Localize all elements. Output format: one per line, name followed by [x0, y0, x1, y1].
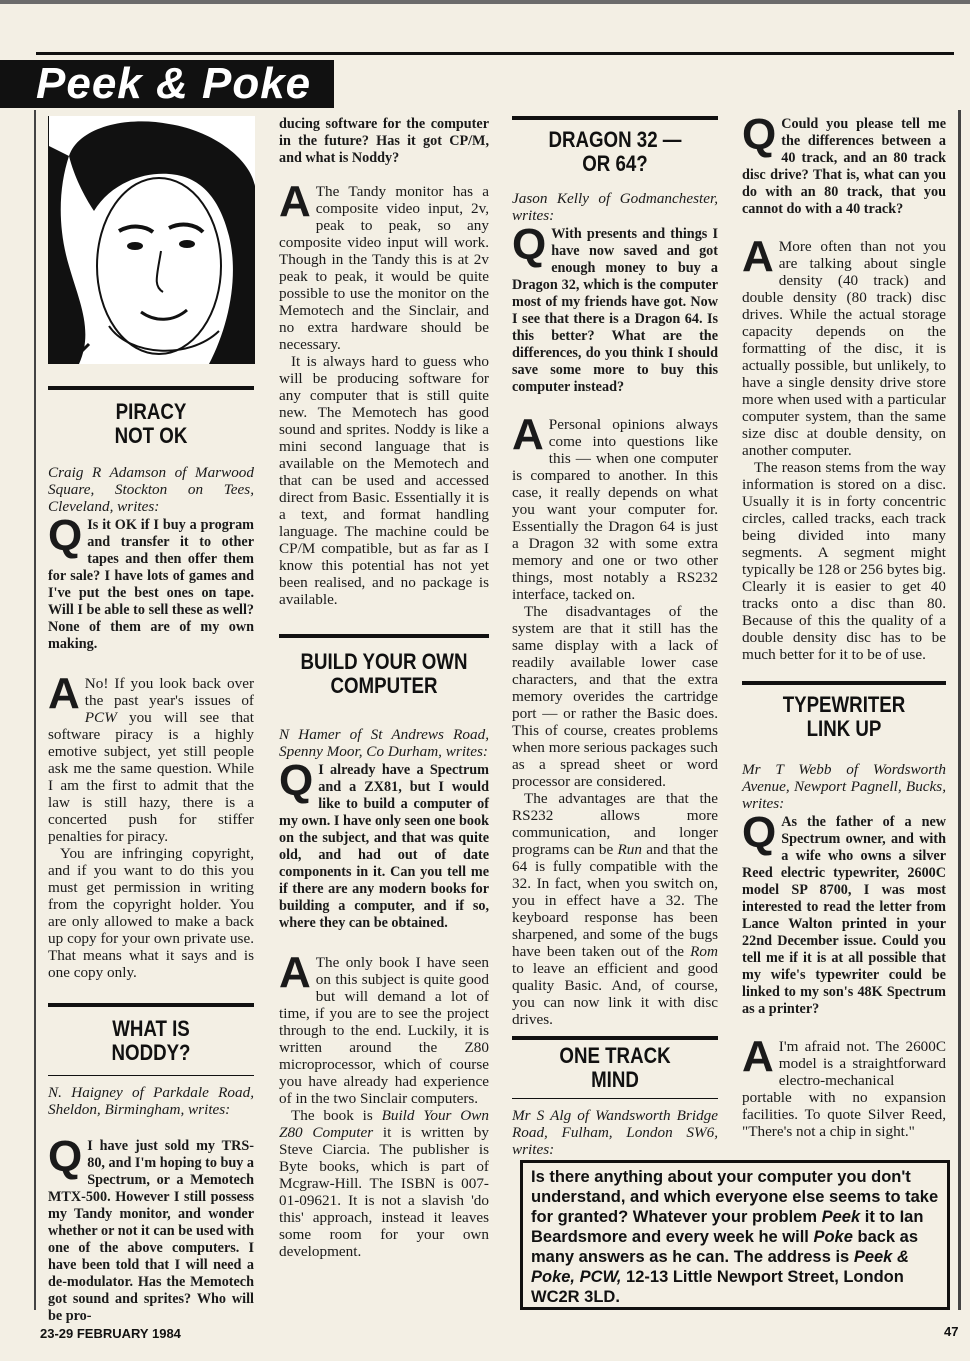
issue-date: 23-29 FEBRUARY 1984 — [40, 1326, 181, 1341]
heading-line-1: ONE TRACK — [559, 1043, 671, 1068]
answer-emphasis: Rom — [690, 943, 718, 960]
question — [48, 1132, 254, 1325]
answer-paragraph — [279, 1107, 489, 1260]
contact-notice-box — [520, 1160, 950, 1310]
answer-text: to leave an efficient and good quality Basic. And, of course, you can now link it with disc drives. — [512, 960, 718, 1028]
heading-line-1: WHAT IS — [112, 1016, 190, 1041]
notice-text: back as many answers as he can. The address is — [531, 1228, 919, 1266]
heading-onetrack — [527, 1044, 702, 1092]
answer-text: No! If you look back over the past year's issues of — [84, 675, 254, 709]
answer-text: Personal opinions always come into questions like this — when one computer is compared to another. In this case, it really depends on what you want your computer for. Essentially the Dragon 64 is just a Dragon 32 with some extra memory and one or two other things, most notably a RS232 interface, tacked on. — [512, 416, 718, 603]
drop-cap-q: Q — [48, 1132, 83, 1181]
byline: Craig R Adamson of Marwood Square, Stockton on Tees, Cleveland, writes: — [48, 464, 254, 515]
notice-address: Peek & Poke, PCW, — [531, 1248, 909, 1286]
section-rule — [279, 634, 489, 638]
author-photo — [48, 116, 255, 364]
heading-line-1: PIRACY — [115, 399, 187, 424]
right-page-edge — [958, 110, 961, 1310]
question-text: Is it OK if I buy a program and transfer it to other tapes and then offer them for sale? I have lots of games and I've put the best ones on tape. Will I be able to sell these as well? None of them are of my own making. — [48, 517, 254, 652]
question-text: As the father of a new Spectrum owner, and with a wife who owns a silver Reed electric typewriter, 2600C model SP 8700, I was most interested to read the letter from Lance Walton printed in your 22nd December issue. Could you tell me if it is at all possible that my wife's typewriter could be linked to my son's 48K Spectrum as a printer? — [742, 814, 946, 1017]
section-rule — [512, 116, 718, 120]
notice-emphasis: Peek — [821, 1208, 861, 1226]
answer-paragraph: You are infringing copyright, and if you want to do this you must get permission in writing from the copyright holder. You are only allowed to make a back up copy for your own private use. That means what it says and is one copy only. — [48, 845, 254, 981]
question-continued: ducing software for the computer in the future? Has it got CP/M, and what is Noddy? — [279, 116, 489, 166]
question-text: I have just sold my TRS-80, and I'm hoping to buy a Spectrum, or a Memotech MTX-500. However I still possess my Tandy monitor, and wonder whether or not it can be used with one of the above computers. I have been told that I will need a de-modulator. Has the Memotech got sound and sprites? Who will be pro- — [48, 1138, 254, 1324]
answer-text: The book is — [291, 1107, 382, 1124]
answer-emphasis: Run — [617, 841, 642, 858]
question — [279, 756, 489, 932]
heading-build — [295, 650, 474, 698]
drop-cap-a: A — [512, 410, 544, 459]
heading-line-2: MIND — [591, 1067, 639, 1092]
notice-emphasis: Poke — [813, 1228, 853, 1246]
answer — [742, 232, 946, 459]
heading-line-1: DRAGON 32 — — [548, 127, 682, 152]
thin-rule — [512, 1098, 718, 1099]
answer — [279, 177, 489, 353]
heading-line-2: COMPUTER — [330, 673, 438, 698]
byline: Mr T Webb of Wordsworth Avenue, Newport Pagnell, Bucks, writes: — [742, 761, 946, 812]
answer-text: it is written by Steve Ciarcia. The publisher is Byte books, which is part of Mcgraw-Hill. The ISBN is 007-01-09621. It is not a slavish 'do this' approach, instead it leaves some room for your own development. — [279, 1124, 489, 1260]
drop-cap-a: A — [48, 669, 80, 718]
drop-cap-q: Q — [742, 808, 777, 857]
question — [742, 808, 946, 1018]
heading-dragon — [527, 128, 702, 176]
byline: Mr S Alg of Wandsworth Bridge Road, Fulham, London SW6, writes: — [512, 1107, 718, 1158]
section-rule — [48, 386, 254, 390]
question — [742, 110, 946, 218]
byline: N Hamer of St Andrews Road, Spenny Moor, Co Durham, writes: — [279, 726, 489, 760]
heading-piracy — [63, 400, 238, 448]
heading-line-2: OR 64? — [582, 151, 648, 176]
heading-typewriter — [757, 693, 930, 741]
drop-cap-q: Q — [742, 110, 777, 159]
answer-paragraph: It is always hard to guess who will be producing software for any computer that is still quite new. The Memotech has good sound and sprites. Noddy is like a mini second language that is available on the Memotech and that can be used and accessed direct from Basic. Essentially it is a text, and format handling language. The machine could be CP/M compatible, but as far as I know this potential has not yet been realised, and no package is available. — [279, 353, 489, 608]
drop-cap-a: A — [742, 232, 774, 281]
drop-cap-q: Q — [512, 220, 547, 269]
question-text: I already have a Spectrum and a ZX81, but I would like to build a computer of my own. I have only seen one book on the subject, and that was quite old, and had out of date components in it. Can you tell me if there are any modern books for building a computer, and if so, where they can be obtained. — [279, 762, 489, 931]
section-title: Peek & Poke — [36, 59, 312, 108]
heading-line-1: BUILD YOUR OWN — [300, 649, 468, 674]
column-2 — [279, 116, 489, 1260]
drop-cap-a: A — [279, 177, 311, 226]
top-rule — [0, 0, 970, 4]
question-text: Could you please tell me the differences between a 40 track, and an 80 track disc drive? That is, what can you do with an 80 track, that you cannot do with a 40 track? — [742, 116, 946, 217]
answer-emphasis: PCW — [84, 709, 117, 726]
section-rule — [512, 1036, 718, 1040]
notice-text: 12-13 Little Newport Street, London WC2R 3LD. — [531, 1268, 904, 1306]
drop-cap-a: A — [279, 948, 311, 997]
drop-cap-a: A — [742, 1032, 774, 1081]
answer — [742, 1032, 946, 1140]
answer-text: More often than not you are talking about single density (40 track) and double density (80 track) disc drives. While the actual storage capacity depends on the formatting of the disc, it is actually possible, but unlikely, to have a single density drive store more when used with a particular computer system, than the same size disc at double density, on another computer. — [742, 238, 946, 459]
thin-rule — [48, 1075, 254, 1076]
column-4 — [742, 110, 946, 1140]
answer — [48, 669, 254, 845]
drop-cap-q: Q — [48, 511, 83, 560]
answer-text: I'm afraid not. The 2600C model is a straightforward electro-mechanical portable with no expansion facilities. To quote Silver Reed, "There's not a chip in sight." — [742, 1038, 946, 1140]
answer-paragraph: The disadvantages of the system are that it still has the same display with a lack of readily available lower case characters, and that the extra memory overides the cartridge port — or rather the Basic does. This of course, creates problems when more serious packages such as a spread sheet or word processor are considered. — [512, 603, 718, 790]
byline: N. Haigney of Parkdale Road, Sheldon, Birmingham, writes: — [48, 1084, 254, 1118]
column-1 — [48, 116, 254, 1325]
question — [512, 220, 718, 396]
section-rule — [48, 1003, 254, 1007]
answer — [512, 410, 718, 603]
answer-text: and that the 64 is fully compatible with the 32. In fact, when you switch on, you in effect have a 32. The keyboard response has been sharpened, and some of the bugs have been taken out of the — [512, 841, 718, 960]
left-page-edge — [34, 110, 36, 1310]
notice-text: it to Ian Beardsmore and every week he will — [531, 1208, 924, 1246]
notice-text: Is there anything about your computer you don't understand, and which everyone else seems to take for granted? Whatever your problem — [531, 1168, 939, 1226]
section-rule — [742, 681, 946, 685]
question-text: With presents and things I have now saved and got enough money to buy a Dragon 32, which is the computer most of my friends have got. Now I see that there is a Dragon 64. Is this better? What are the differences, do you think I should save some more to buy this computer instead? — [512, 226, 718, 395]
question — [48, 511, 254, 653]
byline: Jason Kelly of Godmanchester, writes: — [512, 190, 718, 224]
portrait-illustration — [49, 116, 255, 364]
drop-cap-q: Q — [279, 756, 314, 805]
heading-noddy — [63, 1017, 238, 1065]
answer-text: you will see that software piracy is a highly emotive subject, yet still people ask me the same question. While I am the first to admit that the law is still hazy, there is a concerted push for stiffer penalties for piracy. — [48, 709, 254, 845]
column-3 — [512, 116, 718, 1158]
answer-text: The Tandy monitor has a composite video input, 2v, peak to peak, so any composite video input will work. Though in the Tandy this is at 2v peak to peak, it would be quite possible to use the monitor on the Memotech and the Sinclair, and no extra hardware should be necessary. — [279, 183, 489, 353]
heading-line-2: LINK UP — [806, 716, 882, 741]
answer-text: The only book I have seen on this subject is quite good but will demand a lot of time, if you are to see the project through to the end. Luckily, it is written around the Z80 microprocessor, which of course you have already had experience of in the two Sinclair computers. — [279, 954, 489, 1107]
heading-line-1: TYPEWRITER — [782, 692, 906, 717]
answer-paragraph: The reason stems from the way information is stored on a disc. Usually it is in forty concentric circles, called tracks, each track being divided into many segments. A segment might typically be 128 or 256 bytes big. Clearly it is easier to get 40 tracks onto a disc than 80. Because of this the quality of a double density disc has to be much better for it to be of use. — [742, 459, 946, 663]
header-rule — [36, 52, 954, 55]
answer-text: The advantages are that the RS232 allows more communication, and longer programs can be — [512, 790, 718, 858]
answer — [279, 948, 489, 1107]
page-number: 47 — [944, 1324, 959, 1339]
heading-line-2: NODDY? — [111, 1040, 191, 1065]
answer-paragraph — [512, 790, 718, 1028]
book-title: Build Your Own Z80 Computer — [279, 1107, 489, 1141]
heading-line-2: NOT OK — [114, 423, 188, 448]
